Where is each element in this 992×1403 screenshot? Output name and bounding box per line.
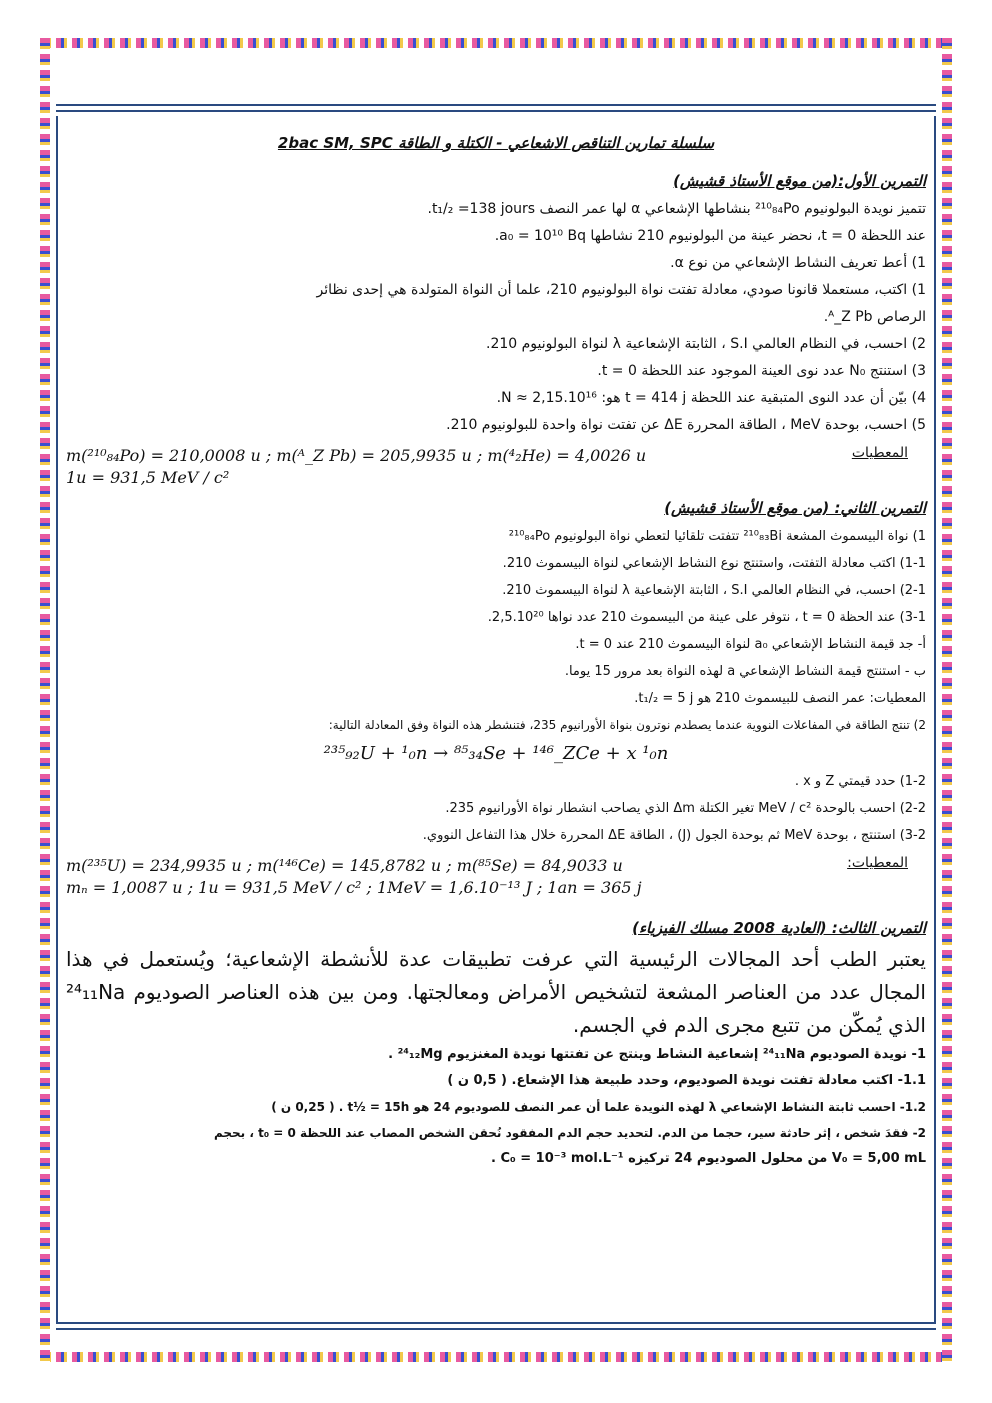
ex3-line: 1.2- احسب ثابتة النشاط الإشعاعي λ لهذه النويدة علما أن عمر النصف للصوديوم 24 هو t½ = 15h . ( 0,25 ن ) bbox=[271, 1100, 926, 1114]
ex2-line: 3-1) عند الحظة t = 0 ، نتوفر على عينة من البيسموث 210 عدد نواها 2,5.10²⁰. bbox=[487, 610, 926, 625]
ex2-line: 1-1) اكتب معادلة التفتت، واستنتج نوع النشاط الإشعاعي لنواة البيسموث 210. bbox=[502, 556, 926, 571]
ex2-data-line: mₙ = 1,0087 u ; 1u = 931,5 MeV / c² ; 1MeV = 1,6.10⁻¹³ J ; 1an = 365 j bbox=[66, 878, 642, 897]
page-title: سلسلة تمارين التناقص الاشعاعي - الكتلة و الطاقة 2bac SM, SPC bbox=[277, 134, 715, 152]
ex1-line: الرصاص ᴬ_Z Pb. bbox=[823, 309, 926, 325]
ex2-line: 2) تنتج الطاقة في المفاعلات النووية عندما يصطدم نوترون بنواة الأورانيوم 235، فتنشطر هذه النواة وفق المعادلة التالية: bbox=[328, 718, 926, 732]
decorative-border-right bbox=[942, 38, 952, 1362]
ex1-line: 1) أعط تعريف النشاط الإشعاعي من نوع α. bbox=[670, 255, 926, 271]
ex1-data-line: m(²¹⁰₈₄Po) = 210,0008 u ; m(ᴬ_Z Pb) = 205,9935 u ; m(⁴₂He) = 4,0026 u bbox=[66, 446, 647, 465]
ex2-line: المعطيات: عمر النصف للبيسموث 210 هو t₁/₂ = 5 j. bbox=[634, 691, 926, 706]
exercise-2 bbox=[66, 499, 926, 899]
ex1-data bbox=[66, 445, 926, 489]
ex1-line: تتميز نويدة البولونيوم ²¹⁰₈₄Po بنشاطها الإشعاعي α لها عمر النصف t₁/₂ =138 jours. bbox=[427, 201, 926, 217]
fission-equation: ²³⁵₉₂U + ¹₀n → ⁸⁵₃₄Se + ¹⁴⁶_ZCe + x ¹₀n bbox=[323, 743, 669, 764]
decorative-border-left bbox=[40, 38, 50, 1362]
document-body bbox=[66, 128, 926, 1172]
ex2-line: 3-2) استنتج ، بوحدة MeV ثم بوحدة الجول (J) ، الطاقة ΔE المحررة خلال هذا التفاعل النووي. bbox=[422, 828, 926, 843]
decorative-border-top bbox=[40, 38, 952, 48]
ex2-line: 1-2) حدد قيمتي Z و x . bbox=[794, 774, 926, 789]
ex1-line: عند اللحظة t = 0، نحضر عينة من البولونيوم 210 نشاطها a₀ = 10¹⁰ Bq. bbox=[494, 228, 926, 244]
ex1-data-line: 1u = 931,5 MeV / c² bbox=[66, 468, 230, 487]
exercise-1-heading: التمرين الأول:(من موقع الأستاذ قشيش) bbox=[673, 172, 926, 190]
ex1-data-label: المعطيات bbox=[851, 445, 908, 461]
exercise-2-heading: التمرين الثاني: (من موقع الأستاذ قشيش) bbox=[664, 499, 926, 517]
bottom-rule-inner bbox=[56, 1328, 936, 1330]
ex2-line: ب - استنتج قيمة النشاط الإشعاعي a لهذه النواة بعد مرور 15 يوما. bbox=[564, 664, 926, 679]
ex1-line: 1) اكتب، مستعملا قانونا صودي، معادلة تفتت نواة البولونيوم 210، علما أن النواة المتولدة هي إحدى نظائر bbox=[316, 282, 926, 298]
ex3-line: V₀ = 5,00 mL من محلول الصوديوم 24 تركيزه C₀ = 10⁻³ mol.L⁻¹ . bbox=[491, 1151, 926, 1166]
ex1-line: 5) احسب، بوحدة MeV ، الطاقة المحررة ΔE عن تفتت نواة واحدة للبولونيوم 210. bbox=[446, 417, 926, 433]
exercise-3 bbox=[66, 919, 926, 1172]
top-rule bbox=[56, 104, 936, 106]
ex2-data-label: المعطيات: bbox=[847, 855, 908, 871]
top-rule-inner bbox=[56, 110, 936, 112]
ex3-line: 2- فقدَ شخص ، إثر حادثة سير، حجما من الدم. لتحديد حجم الدم المفقود نُحقن الشخص المصاب عند اللحظة t₀ = 0 ، بحجم bbox=[213, 1126, 926, 1140]
ex2-data bbox=[66, 855, 926, 899]
ex3-line: 1- نويدة الصوديوم ²⁴₁₁Na إشعاعية النشاط وينتج عن تفتتها نويدة المغنزيوم ²⁴₁₂Mg . bbox=[388, 1047, 926, 1062]
ex1-line: 4) بيّن أن عدد النوى المتبقية عند اللحظة t = 414 j هو: N ≈ 2,15.10¹⁶. bbox=[496, 390, 926, 406]
exercise-3-heading: التمرين الثالث: (العادية 2008 مسلك الفيزياء) bbox=[632, 919, 926, 937]
ex1-data-values bbox=[66, 445, 646, 489]
ex2-line: 2-1) احسب، في النظام العالمي S.I ، الثابتة الإشعاعية λ لنواة البيسموث 210. bbox=[502, 583, 926, 598]
exercise-1 bbox=[66, 172, 926, 489]
ex2-line: 1) نواة البيسموث المشعة ²¹⁰₈₃Bi تتفتت تلقائيا لتعطي نواة البولونيوم ²¹⁰₈₄Po bbox=[508, 529, 926, 544]
ex1-line: 3) استنتج N₀ عدد نوى العينة الموجود عند اللحظة t = 0. bbox=[597, 363, 926, 379]
ex2-line: 2-2) احسب بالوحدة MeV / c² تغير الكتلة Δm الذي يصاحب انشطار نواة الأورانيوم 235. bbox=[445, 801, 926, 816]
ex3-paragraph: يعتبر الطب أحد المجالات الرئيسية التي عرفت تطبيقات عدة للأنشطة الإشعاعية؛ ويُستعمل في هذا المجال عدد من العناصر المشعة لتشخيص الأمراض ومعالجتها. ومن بين هذه العناصر الصوديوم ²⁴₁₁Na الذي يُمكّن من تتبع مجرى الدم في الجسم. bbox=[66, 947, 926, 1037]
ex2-data-line: m(²³⁵U) = 234,9935 u ; m(¹⁴⁶Ce) = 145,8782 u ; m(⁸⁵Se) = 84,9033 u bbox=[66, 856, 623, 875]
ex3-line: 1.1- اكتب معادلة تفتت نويدة الصوديوم، وحدد طبيعة هذا الإشعاع. ( 0,5 ن ) bbox=[447, 1073, 926, 1088]
ex1-line: 2) احسب، في النظام العالمي S.I ، الثابتة الإشعاعية λ لنواة البولونيوم 210. bbox=[486, 336, 926, 352]
decorative-border-bottom bbox=[40, 1352, 952, 1362]
ex2-data-values bbox=[66, 855, 642, 899]
ex2-line: أ- جد قيمة النشاط الإشعاعي a₀ لنواة البيسموث 210 عند t = 0. bbox=[575, 637, 926, 652]
